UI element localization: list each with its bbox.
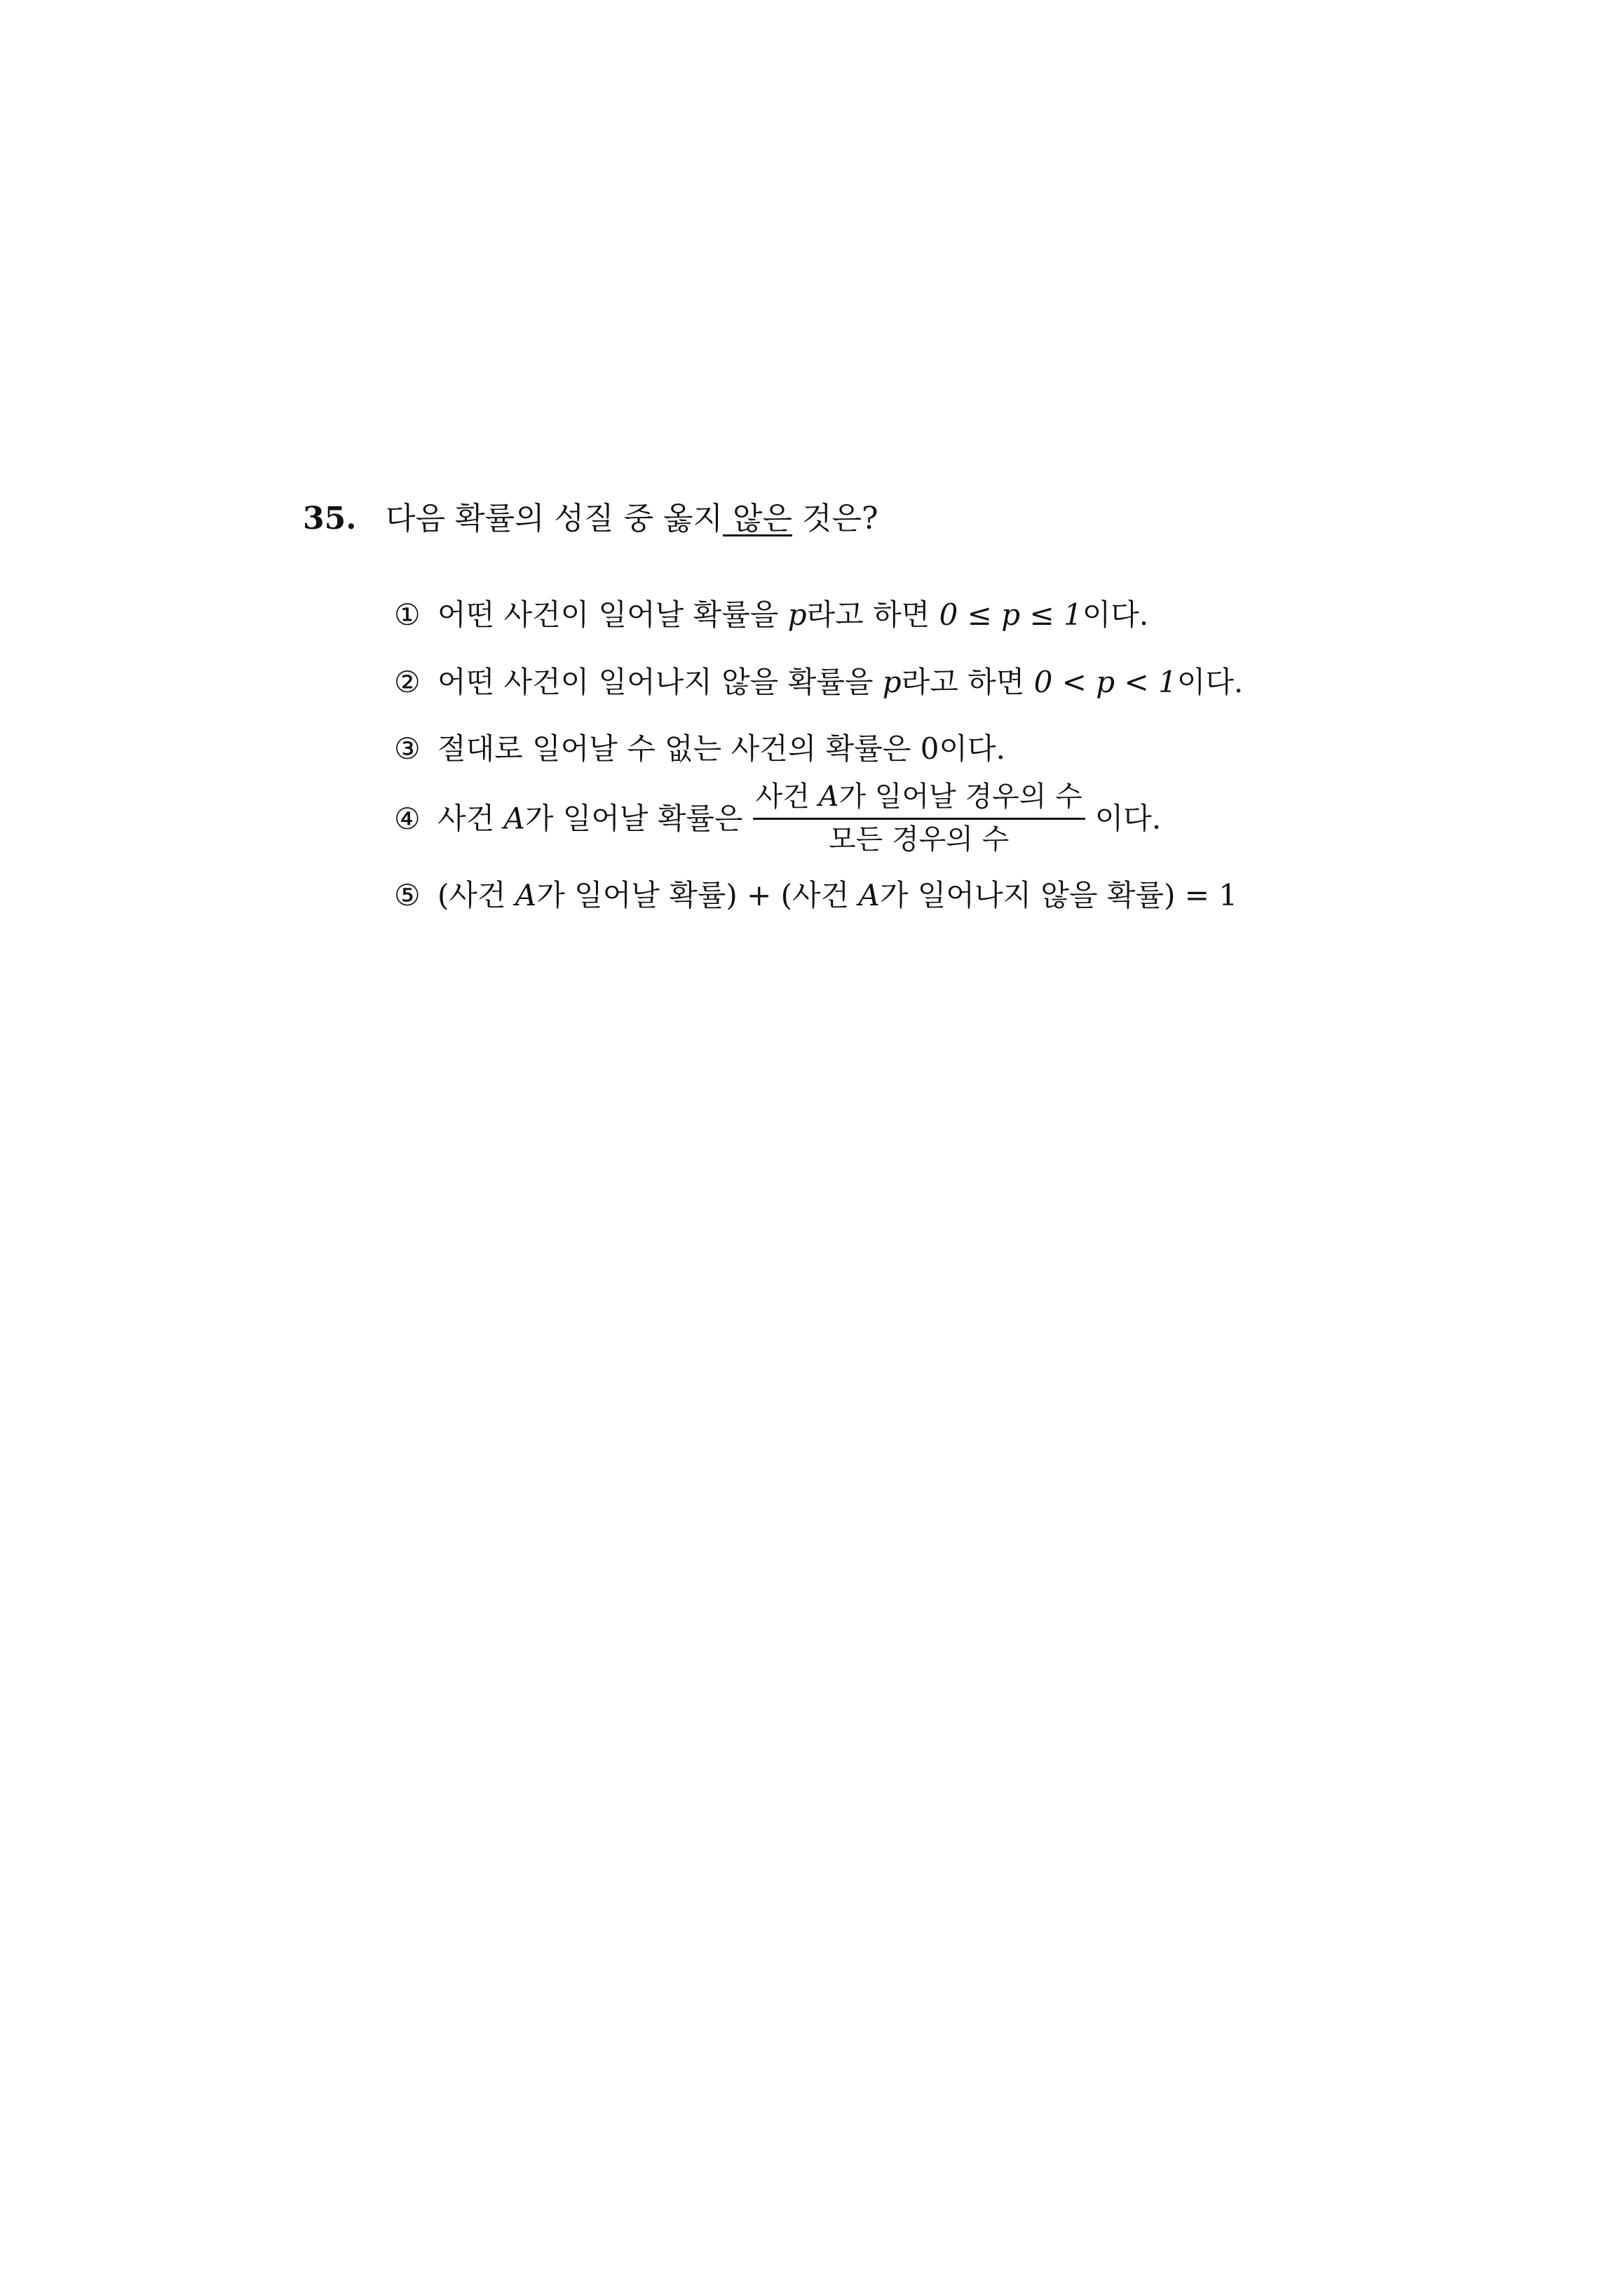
math-variable: A [503, 801, 525, 836]
choice-text: 사건 [437, 801, 504, 836]
choice-text: 이다. [939, 731, 1005, 766]
choice-text: 이다. [1094, 801, 1162, 836]
numerator-text: 사건 [755, 781, 819, 813]
choice-3[interactable] [394, 731, 1005, 767]
math-variable: p [787, 597, 807, 632]
question-text-end: 것은? [792, 501, 878, 536]
choice-mark: ② [394, 665, 421, 699]
fraction [753, 781, 1085, 855]
math-variable: A [818, 781, 839, 813]
choice-text: 어떤 사건이 일어날 확률을 [437, 597, 788, 632]
choice-mark: ④ [394, 801, 421, 836]
choice-text: 절대로 일어날 수 없는 사건의 확률은 [437, 731, 921, 766]
choice-mark: ⑤ [394, 878, 421, 912]
choice-text: (사건 [437, 878, 515, 912]
question-text: 다음 확률의 성질 중 옳지 [386, 501, 723, 536]
choice-text: 가 일어날 확률) + (사건 [536, 878, 859, 912]
question-35 [303, 501, 878, 538]
math-variable: p [882, 665, 902, 699]
fraction-denominator: 모든 경우의 수 [829, 823, 1010, 856]
choice-text: 라고 하면 [901, 665, 1034, 699]
choice-1[interactable] [394, 597, 1148, 633]
math-expression: 0 [920, 731, 939, 766]
choice-text: 가 일어날 확률은 [524, 801, 743, 836]
fraction-numerator [753, 781, 1085, 820]
choice-text: 이다. [1176, 665, 1244, 699]
choice-text: 어떤 사건이 일어나지 않을 확률을 [437, 665, 883, 699]
choice-text: 이다. [1082, 597, 1149, 632]
choice-text: 라고 하면 [806, 597, 939, 632]
math-expression: 0 < p < 1 [1033, 665, 1177, 699]
math-variable: A [515, 878, 537, 912]
choice-2[interactable] [394, 665, 1243, 700]
question-number: 35. [303, 501, 357, 536]
choice-mark: ① [394, 597, 421, 632]
question-underlined-word: 않은 [722, 501, 792, 536]
choice-mark: ③ [394, 731, 421, 766]
choice-4[interactable] [394, 781, 1162, 858]
math-variable: A [858, 878, 880, 912]
numerator-text: 가 일어날 경우의 수 [838, 781, 1082, 813]
math-expression: 0 ≤ p ≤ 1 [939, 597, 1082, 632]
choice-text: 가 일어나지 않을 확률) = 1 [879, 878, 1238, 912]
choice-5[interactable] [394, 878, 1237, 913]
